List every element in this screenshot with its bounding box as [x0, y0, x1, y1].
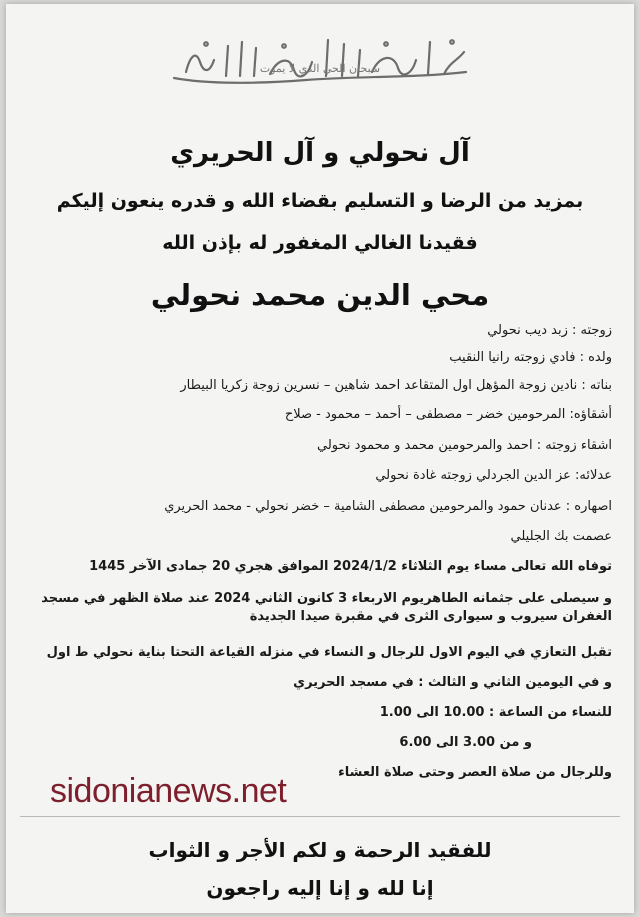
- brothers-line: أشقاؤه: المرحومين خضر – مصطفى – أحمد – محمود - صلاح: [284, 407, 612, 422]
- condolences-day1-line: تقبل التعازي في اليوم الاول للرجال و النساء في منزله القياعة التحتا بناية نحولي ط اول: [46, 645, 612, 660]
- closing-line-1: للفقيد الرحمة و لكم الأجر و الثواب: [148, 838, 492, 862]
- in-laws-cont-line: عصمت بك الجليلي: [510, 529, 612, 544]
- death-line: توفاه الله تعالى مساء يوم الثلاثاء 2024/1/2 الموافق هجري 20 جمادى الآخر 1445: [89, 559, 612, 574]
- in-laws-line: اصهاره : عدنان حمود والمرحومين مصطفى الشامية – خضر نحولي - محمد الحريري: [164, 499, 612, 514]
- women-hours2-line: و من 3.00 الى 6.00: [399, 735, 532, 750]
- deceased-name: محي الدين محمد نحولي: [150, 278, 490, 312]
- obituary-page: [6, 4, 634, 913]
- calligraphy-ornament: [166, 32, 476, 88]
- families-title: آل نحولي و آل الحريري: [170, 138, 470, 168]
- men-hours-line: وللرجال من صلاة العصر وحتى صلاة العشاء: [338, 765, 612, 780]
- funeral-line: و سيصلى على جثمانه الطاهريوم الاربعاء 3 كانون الثاني 2024 عند صلاة الظهر في مسجد الغفران سيروب و سيوارى الثرى في مقبرة صيدا الجديدة: [41, 591, 612, 624]
- women-hours-line: للنساء من الساعة : 10.00 الى 1.00: [379, 705, 612, 720]
- wife-brothers-line: اشقاء زوجته : احمد والمرحومين محمد و محمود نحولي: [316, 438, 612, 453]
- son-line: ولده : فادي زوجته رانيا النقيب: [449, 350, 612, 365]
- daughters-line: بناته : نادين زوجة المؤهل اول المتقاعد احمد شاهين – نسرين زوجة زكريا البيطار: [180, 378, 612, 393]
- wife-line: زوجته : زبد ديب نحولي: [487, 323, 612, 338]
- announcement-line: بمزيد من الرضا و التسليم بقضاء الله و قدره ينعون إليكم: [56, 190, 584, 212]
- calligraphy-text: سبحان الحي الذي لا يموت: [259, 62, 381, 75]
- watermark: sidonianews.net: [50, 772, 287, 810]
- condolences-day23-line: و في اليومين الثاني و الثالث : في مسجد الحريري: [293, 675, 612, 690]
- deceased-intro: فقيدنا الغالي المغفور له بإذن الله: [162, 232, 478, 254]
- divider: [20, 816, 620, 817]
- closing-line-2: إنا لله و إنا إليه راجعون: [206, 876, 434, 900]
- in-laws-daughter-line: عدلائه: عز الدين الجردلي زوجته غادة نحولي: [375, 468, 612, 483]
